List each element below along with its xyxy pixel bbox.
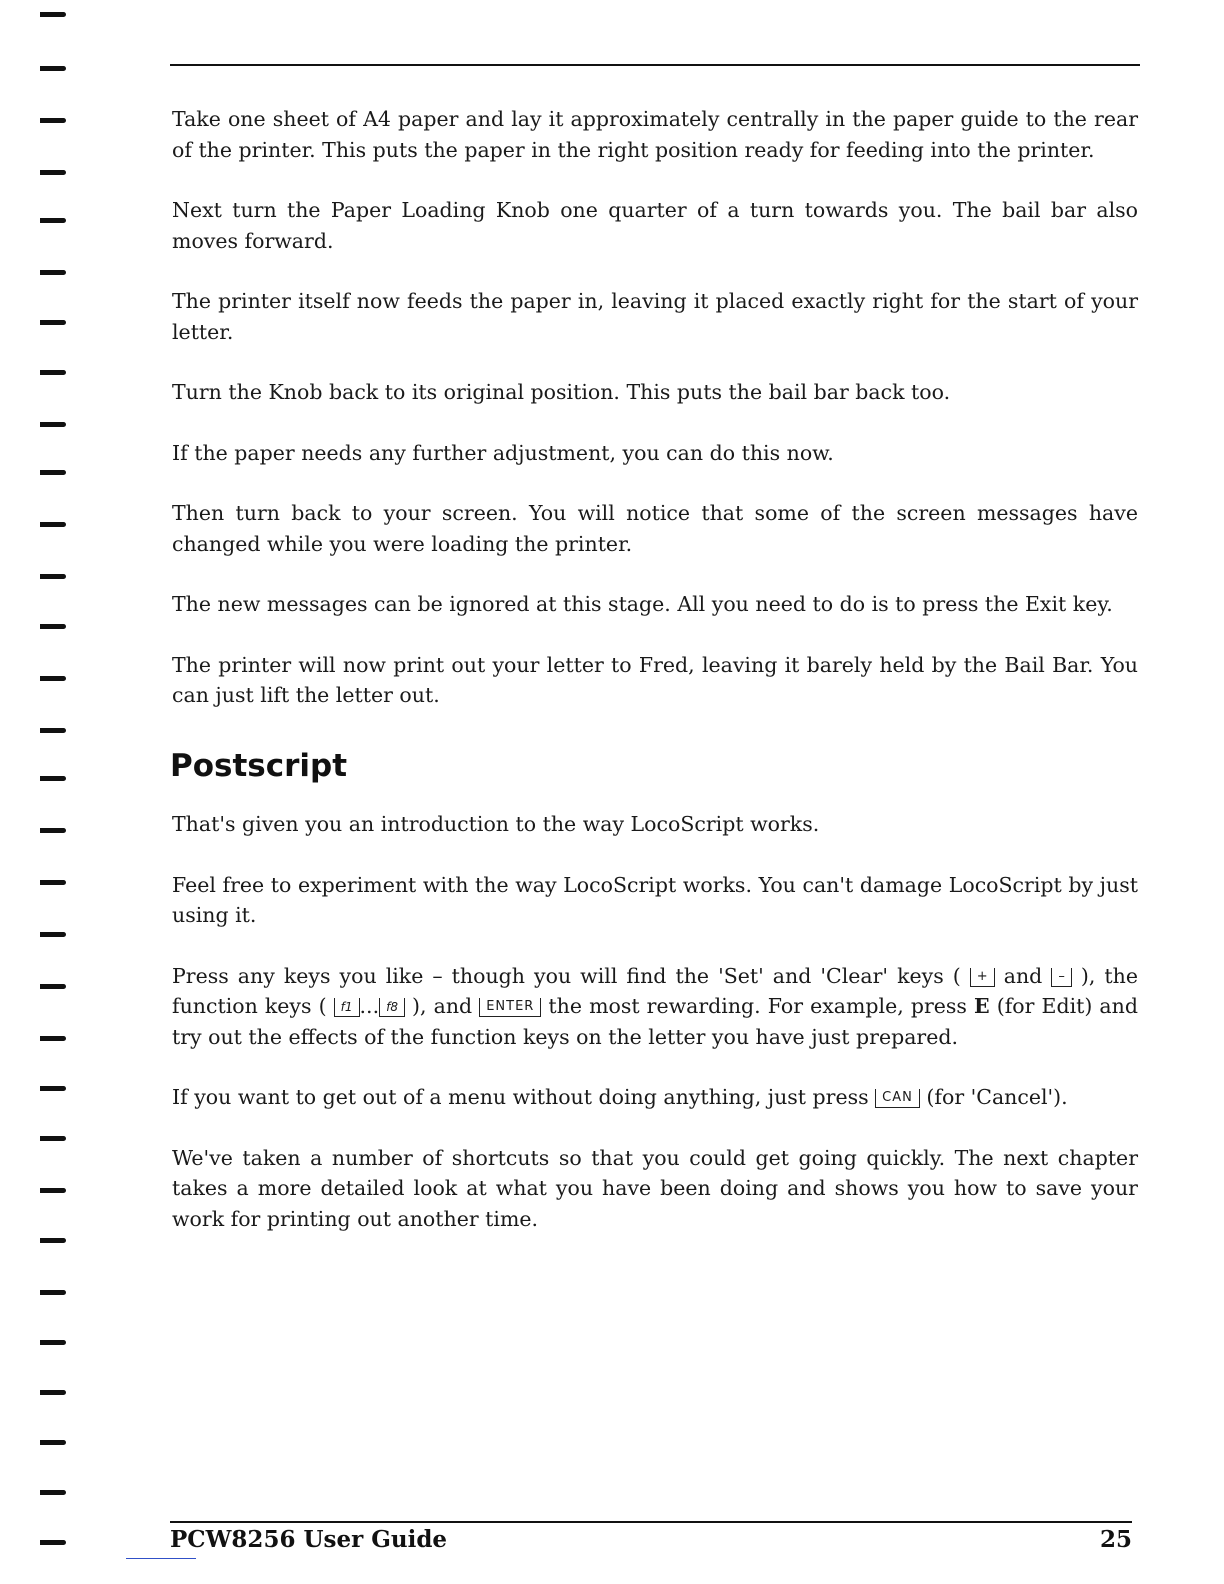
paragraph: Next turn the Paper Loading Knob one quarter of a turn towards you. The bail bar also moves forward. (172, 198, 1138, 253)
punch-mark (40, 1340, 66, 1345)
punch-mark (40, 1290, 66, 1295)
punch-mark (40, 12, 66, 17)
punch-mark (40, 1540, 66, 1545)
set-key: + (970, 968, 995, 987)
paragraph: Then turn back to your screen. You will notice that some of the screen messages have changed while you were loading the printer. (172, 501, 1138, 556)
paragraph: The printer itself now feeds the paper in, leaving it placed exactly right for the start of your letter. (172, 289, 1138, 344)
punch-mark (40, 828, 66, 833)
punch-mark (40, 470, 66, 475)
clear-key: – (1051, 968, 1072, 987)
page-body (172, 104, 1138, 1264)
punch-mark (40, 776, 66, 781)
paragraph: The printer will now print out your letter to Fred, leaving it barely held by the Bail Bar. You can just lift the letter out. (172, 652, 1138, 707)
punch-mark (40, 676, 66, 681)
text-run: (for Edit) and try out the effects of the function keys on the letter you have just prepared. (172, 994, 1138, 1049)
enter-key: ENTER (479, 998, 541, 1017)
paragraph: If the paper needs any further adjustment, you can do this now. (172, 440, 834, 465)
punch-mark (40, 1188, 66, 1193)
punch-mark (40, 1086, 66, 1091)
punch-mark (40, 320, 66, 325)
f1-key: f1 (334, 998, 360, 1017)
punch-mark (40, 118, 66, 123)
paragraph: Take one sheet of A4 paper and lay it approximately centrally in the paper guide to the rear of the printer. This puts the paper in the right position ready for feeding into the printer. (172, 107, 1138, 162)
punch-mark (40, 880, 66, 885)
paragraph: Turn the Knob back to its original position. This puts the bail bar back too. (172, 380, 951, 404)
punch-mark (40, 522, 66, 527)
punch-mark (40, 984, 66, 989)
text-run: Press any keys you like – though you will find the 'Set' and 'Clear' keys ( (172, 963, 970, 988)
punch-mark (40, 422, 66, 427)
punch-mark (40, 1390, 66, 1395)
page-number: 25 (1099, 1526, 1132, 1553)
punch-mark (40, 66, 66, 71)
punch-mark (40, 1238, 66, 1243)
punch-mark (40, 728, 66, 733)
header-rule (170, 64, 1140, 66)
punch-mark (40, 1036, 66, 1041)
can-key: CAN (875, 1089, 920, 1108)
punch-mark (40, 1136, 66, 1141)
paragraph-keys (172, 961, 1138, 1053)
footer-rule (170, 1521, 1132, 1523)
paragraph: Feel free to experiment with the way LocoScript works. You can't damage LocoScript by just using it. (172, 872, 1138, 927)
footer-title: PCW8256 User Guide (170, 1526, 448, 1553)
text-run: ), the function keys ( (172, 963, 1138, 1018)
text-run: If you want to get out of a menu without doing anything, just press (172, 1085, 876, 1109)
punch-mark (40, 270, 66, 275)
page-footer (170, 1526, 1132, 1553)
punch-mark (40, 170, 66, 175)
punch-mark (40, 1490, 66, 1495)
punch-mark (40, 932, 66, 937)
text-run: and (994, 963, 1052, 988)
e-key-letter: E (973, 994, 990, 1018)
binding-punch-marks (0, 0, 80, 1584)
text-run: the most rewarding. For example, press (541, 994, 974, 1018)
punch-mark (40, 218, 66, 223)
section-heading: Postscript (170, 747, 348, 784)
paragraph: The new messages can be ignored at this stage. All you need to do is to press the Exit key. (172, 592, 1113, 616)
paragraph: We've taken a number of shortcuts so that you could get going quickly. The next chapter takes a more detailed look at what you have been doing and shows you how to save your work for printing out another time. (172, 1145, 1138, 1231)
text-run: ), and (404, 994, 480, 1018)
punch-mark (40, 1440, 66, 1445)
paragraph-cancel (172, 1082, 1138, 1113)
text-run: (for 'Cancel'). (919, 1085, 1068, 1109)
f8-key: f8 (379, 998, 405, 1017)
punch-mark (40, 574, 66, 579)
punch-mark (40, 624, 66, 629)
footer-accent-line (126, 1558, 196, 1559)
punch-mark (40, 370, 66, 375)
text-run: ... (359, 994, 380, 1018)
paragraph: That's given you an introduction to the way LocoScript works. (172, 812, 820, 836)
